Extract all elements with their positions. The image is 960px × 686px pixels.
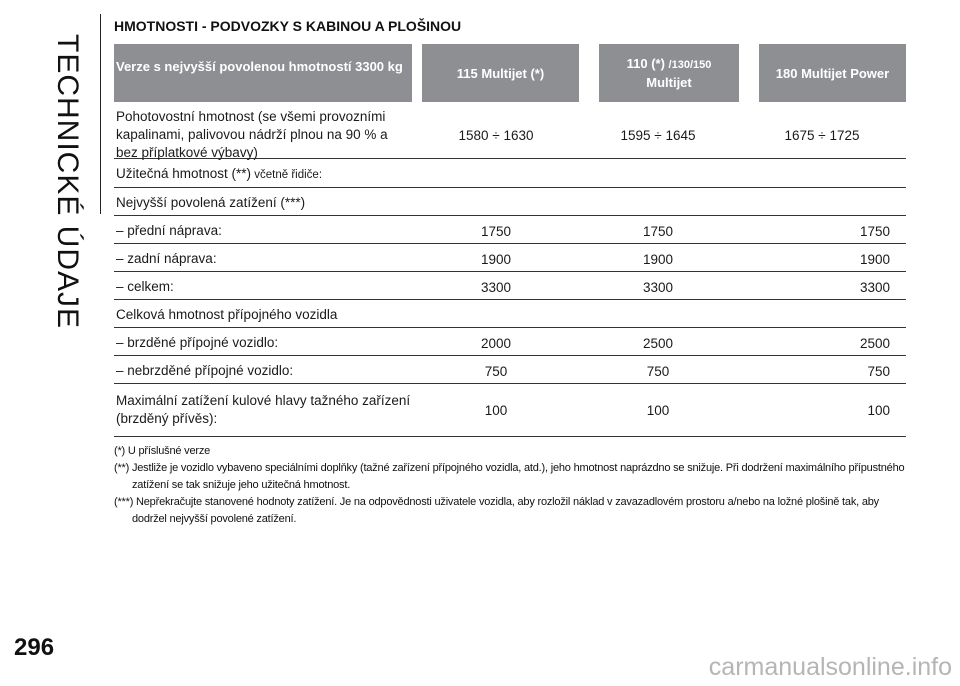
row-value-110: 3300 bbox=[642, 279, 674, 295]
header-180-multijet-power: 180 Multijet Power bbox=[759, 44, 906, 102]
row-label: – brzděné přípojné vozidlo: bbox=[116, 335, 279, 350]
row-value-180: 750 bbox=[867, 363, 890, 379]
table-row bbox=[114, 102, 906, 159]
row-label: – celkem: bbox=[116, 279, 174, 294]
row-value-115: 100 bbox=[484, 402, 508, 418]
row-label: Nejvyšší povolená zatížení (***) bbox=[116, 195, 306, 210]
table-header bbox=[114, 44, 906, 102]
page-number: 296 bbox=[14, 634, 55, 661]
watermark: carmanualsonline.info bbox=[708, 653, 952, 681]
row-label: – nebrzděné přípojné vozidlo: bbox=[116, 363, 294, 378]
row-label: – zadní náprava: bbox=[116, 251, 217, 266]
footnote: (**) Jestliže je vozidlo vybaveno speciálními doplňky (tažné zařízení přípojného vozidla, atd.), jeho hmotnost naprázdno se snižuje. Při dodržení maximálního přípustného zatížení se tak snižuje jeho užitečná hmotnost. bbox=[114, 462, 905, 491]
row-label: Celková hmotnost přípojného vozidla bbox=[116, 307, 338, 322]
row-value-110: 100 bbox=[646, 402, 670, 418]
table-row bbox=[114, 384, 906, 437]
table-row bbox=[114, 188, 906, 216]
footnote: (*) U příslušné verze bbox=[114, 445, 211, 457]
header-130-150-label: /130/150 bbox=[668, 59, 712, 71]
header-multijet-label: Multijet bbox=[646, 75, 692, 90]
row-value-180: 1675 ÷ 1725 bbox=[784, 127, 860, 143]
section-title: HMOTNOSTI - PODVOZKY S KABINOU A PLOŠINOU bbox=[114, 18, 462, 34]
row-value-115: 1900 bbox=[480, 251, 512, 267]
row-value-110: 1750 bbox=[642, 223, 674, 239]
row-value-115: 1750 bbox=[480, 223, 512, 239]
table-row bbox=[114, 272, 906, 300]
row-label-main: Užitečná hmotnost (**) bbox=[116, 166, 252, 181]
row-label: Pohotovostní hmotnost (se všemi provozními kapalinami, palivovou nádrží plnou na 90 % a bez příplatkové výbavy) bbox=[116, 109, 388, 160]
row-value-180: 3300 bbox=[859, 279, 890, 295]
row-value-180: 2500 bbox=[859, 335, 890, 351]
row-value-110: 750 bbox=[646, 363, 670, 379]
row-value-110: 1595 ÷ 1645 bbox=[620, 127, 696, 143]
row-value-115: 2000 bbox=[480, 335, 512, 351]
side-divider bbox=[100, 14, 101, 214]
row-value-115: 1580 ÷ 1630 bbox=[458, 127, 534, 143]
row-value-110: 1900 bbox=[642, 251, 674, 267]
table-row bbox=[114, 300, 906, 328]
row-value-180: 100 bbox=[867, 402, 890, 418]
row-value-180: 1750 bbox=[859, 223, 890, 239]
row-label: Maximální zatížení kulové hlavy tažného zařízení (brzděný přívěs): bbox=[116, 393, 411, 426]
row-label bbox=[114, 159, 414, 190]
table-row bbox=[114, 328, 906, 356]
table-row bbox=[114, 244, 906, 272]
footnote: (***) Nepřekračujte stanovené hodnoty zatížení. Je na odpovědnosti uživatele vozidla, aby rozložil náklad v zavazadlovém prostoru a/nebo na ložné plošině tak, aby dodržel nejvyšší povolené zatížení. bbox=[114, 496, 879, 525]
row-value-180: 1900 bbox=[859, 251, 890, 267]
page-content bbox=[114, 12, 906, 528]
header-version: Verze s nejvyšší povolenou hmotností 3300 kg bbox=[114, 44, 412, 102]
row-label-small: včetně řidiče: bbox=[251, 169, 323, 181]
table-row bbox=[114, 356, 906, 384]
header-110-130-150-multijet bbox=[599, 44, 739, 102]
header-110-label: 110 (*) bbox=[626, 56, 665, 71]
table-row bbox=[114, 159, 906, 188]
header-115-multijet: 115 Multijet (*) bbox=[422, 44, 579, 102]
side-section-title: TECHNICKÉ ÚDAJE bbox=[51, 34, 84, 330]
table-row bbox=[114, 216, 906, 244]
row-label: – přední náprava: bbox=[116, 223, 222, 238]
row-value-110: 2500 bbox=[642, 335, 674, 351]
row-value-115: 3300 bbox=[480, 279, 512, 295]
footnotes bbox=[114, 443, 906, 528]
row-value-115: 750 bbox=[484, 363, 508, 379]
